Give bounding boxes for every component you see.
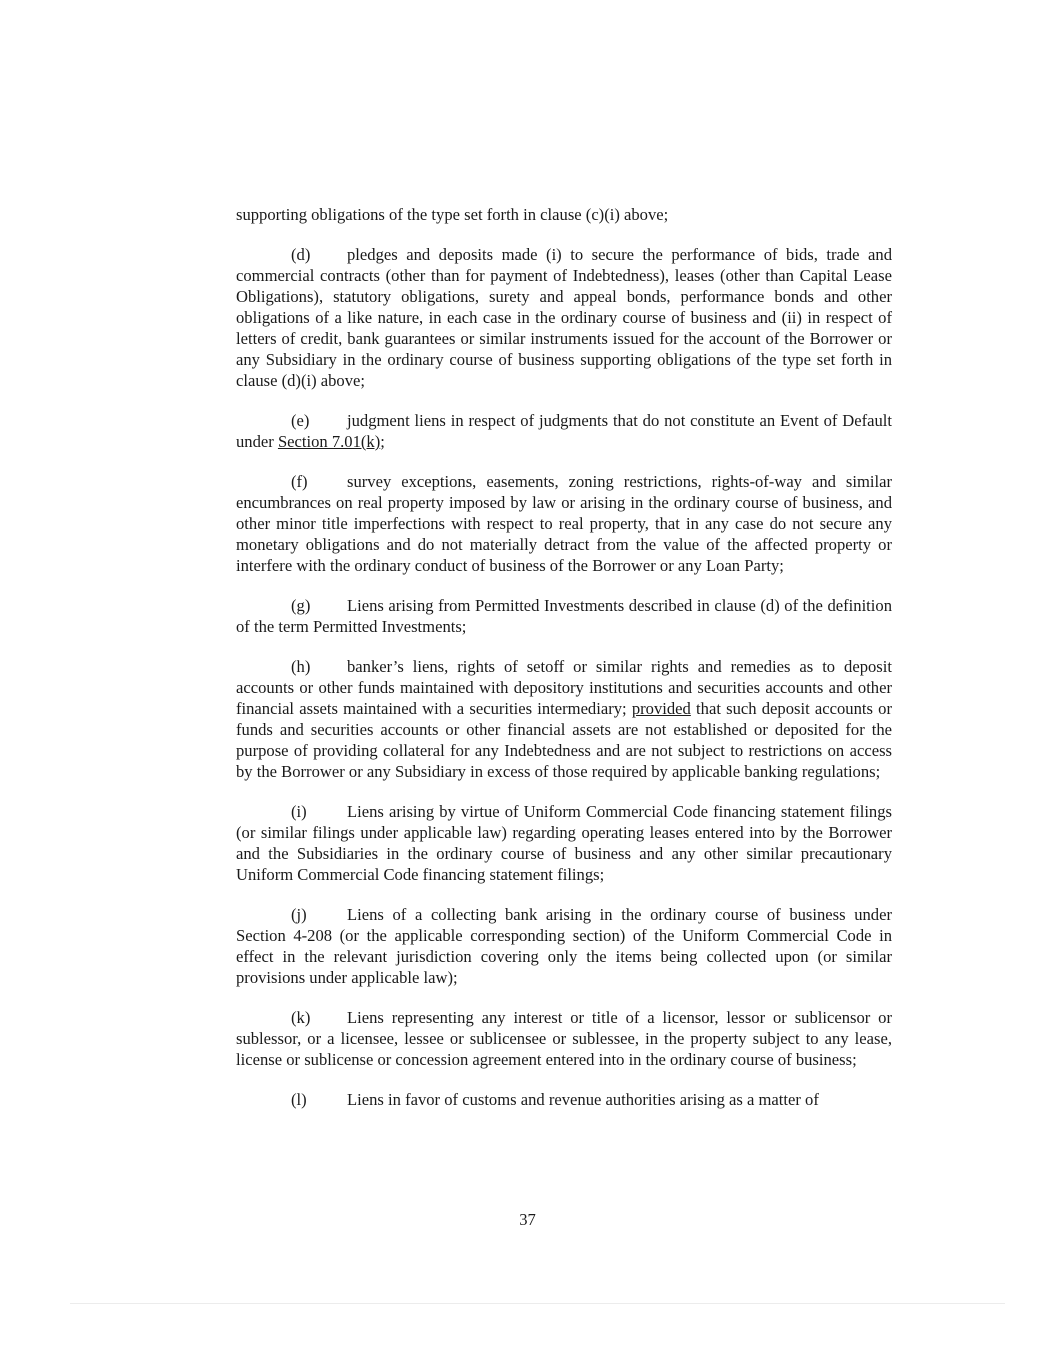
clause-label: (h) bbox=[291, 657, 311, 676]
clause-text-end: ; bbox=[380, 432, 385, 451]
clause-text: Liens arising by virtue of Uniform Commercial Code financing statement filings (or similar filings under applicable law) regarding operating leases entered into by the Borrower and the Subsidiaries in the ordinary course of business and any other similar precautionary Uniform Commercial Code financing statement filings; bbox=[236, 802, 892, 884]
clause-text: pledges and deposits made (i) to secure the performance of bids, trade and commercial contracts (other than for payment of Indebtedness), leases (other than Capital Lease Obligations), statutory obligations, surety and appeal bonds, performance bonds and other obligations of a like nature, in each case in the ordinary course of business and (ii) in respect of letters of credit, bank guarantees or similar instruments issued for the account of the Borrower or any Subsidiary in the ordinary course of business supporting obligations of the type set forth in clause (d)(i) above; bbox=[236, 245, 892, 390]
clause-d bbox=[236, 244, 892, 391]
clause-text-end: that such deposit accounts or funds and securities accounts or other financial assets are not established or deposited for the purpose of providing collateral for any Indebtedness and are not subject to restrictions on access by the Borrower or any Subsidiary in excess of those required by applicable banking regulations; bbox=[236, 699, 892, 781]
clause-text: Liens representing any interest or title of a licensor, lessor or sublicensor or sublessor, or a licensee, lessee or sublicensee or sublessee, in the property subject to any lease, license or sublicense or concession agreement entered into in the ordinary course of business; bbox=[236, 1008, 892, 1069]
clause-j bbox=[236, 904, 892, 988]
section-reference-link[interactable]: Section 7.01(k) bbox=[277, 432, 381, 451]
clause-label: (i) bbox=[291, 802, 307, 821]
clause-text: Liens of a collecting bank arising in the ordinary course of business under Section 4-208 (or the applicable corresponding section) of the Uniform Commercial Code in effect in the relevant jurisdiction covering only the items being collected upon (or similar provisions under applicable law); bbox=[236, 905, 892, 987]
clause-label: (l) bbox=[291, 1090, 307, 1109]
clause-label: (g) bbox=[291, 596, 311, 615]
clause-text: survey exceptions, easements, zoning restrictions, rights-of-way and similar encumbrances on real property imposed by law or arising in the ordinary course of business, and other minor title imperfections with respect to real property, that in any case do not secure any monetary obligations and do not materially detract from the value of the affected property or interfere with the ordinary conduct of business of the Borrower or any Loan Party; bbox=[236, 472, 892, 575]
clause-text: Liens in favor of customs and revenue authorities arising as a matter of bbox=[347, 1090, 819, 1109]
clause-label: (e) bbox=[291, 411, 310, 430]
clause-i bbox=[236, 801, 892, 885]
page-bottom-divider bbox=[70, 1303, 1005, 1304]
clause-label: (j) bbox=[291, 905, 307, 924]
clause-text: banker’s liens, rights of setoff or similar rights and remedies as to deposit accounts or other funds maintained with depository institutions and securities accounts and other financial assets maintained with a securities intermediary; bbox=[236, 657, 892, 718]
continued-clause-text: supporting obligations of the type set forth in clause (c)(i) above; bbox=[236, 205, 669, 224]
clause-e bbox=[236, 410, 892, 452]
provided-term: provided bbox=[631, 699, 691, 718]
clause-text: Liens arising from Permitted Investments described in clause (d) of the definition of the term Permitted Investments; bbox=[236, 596, 892, 636]
clause-label: (f) bbox=[291, 472, 308, 491]
clause-g bbox=[236, 595, 892, 637]
page-number: 37 bbox=[519, 1210, 536, 1229]
clause-h bbox=[236, 656, 892, 782]
clause-label: (d) bbox=[291, 245, 311, 264]
clause-label: (k) bbox=[291, 1008, 311, 1027]
clause-l bbox=[236, 1089, 892, 1110]
document-body bbox=[236, 204, 892, 1129]
clause-f bbox=[236, 471, 892, 576]
clause-text: judgment liens in respect of judgments that do not constitute an Event of Default under bbox=[236, 411, 892, 451]
clause-k bbox=[236, 1007, 892, 1070]
